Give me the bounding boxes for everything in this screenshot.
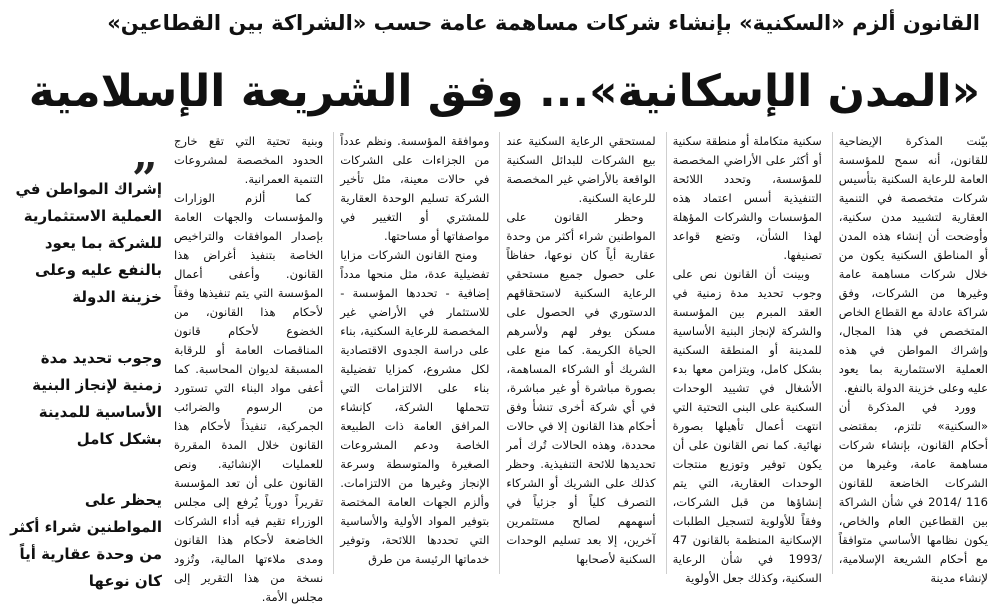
paragraph: وبنية تحتية التي تقع خارج الحدود المخصصة لمشروعات التنمية العمرانية.: [173, 134, 324, 186]
article-column-4: [333, 132, 489, 574]
paragraph: بيّنت المذكرة الإيضاحية للقانون، أنه سمح للمؤسسة العامة للرعاية السكنية بتأسيس شركات متخصصة في التنمية العقارية لتشييد مدن سكنية، وأوضحت أن إنشاء هذه المدن أو المناطق السكنية يكون من خلال شركات مساهمة عامة وغيرها من الشركات، وفق شراكة عادلة مع القطاع الخاص المتخصص في هذا المجال، وإشراك المواطن في هذه العملية الاستثمارية بما يعود عليه وعلى خزينة الدولة بالنفع.: [838, 134, 988, 395]
pull-quote: إشراك المواطن في العملية الاستثمارية للشركة بما يعود بالنفع عليه وعلى خزينة الدولة: [15, 180, 162, 306]
article-column-1: [832, 132, 988, 585]
main-headline: «المدن الإسكانية»... وفق الشريعة الإسلامية: [28, 66, 980, 117]
paragraph: سكنية متكاملة أو منطقة سكنية أو أكثر على الأراضي المخصصة للمؤسسة، وتحدد اللائحة التنفيذية أسس اعتماد هذه المؤسسات والشركات المؤهلة لهذا الشأن، وتضع قواعد تصنيفها.: [672, 134, 822, 262]
pull-quote-sidebar: [10, 129, 162, 590]
pull-quote: يحظر على المواطنين شراء أكثر من وحدة عقارية أياً كان نوعها: [10, 491, 162, 590]
paragraph: وورد في المذكرة أن «السكنية» تلتزم، بمقتضى أحكام القانون، بإنشاء شركات مساهمة عامة، وغيرها من الشركات الخاضعة للقانون 116 /2014 في شأن الشراكة بين القطاعين العام والخاص، يكون نظامها الأساسي متوافقاً مع أحكام الشريعة الإسلامية، لإنشاء مدينة: [838, 400, 988, 585]
pull-quote: وجوب تحديد مدة زمنية لإنجاز البنية الأساسية للمدينة بشكل كامل: [32, 349, 162, 448]
paragraph: لمستحقي الرعاية السكنية عند بيع الشركات للبدائل السكنية الواقعة بالأراضي غير المخصصة للرعاية السكنية.: [506, 134, 656, 205]
kicker-headline: القانون ألزم «السكنية» بإنشاء شركات مساهمة عامة حسب «الشراكة بين القطاعين»: [107, 11, 980, 35]
paragraph: وحظر القانون على المواطنين شراء أكثر من وحدة عقارية أياً كان نوعها، حفاظاً على حصول جميع مستحقي الرعاية السكنية لاستحقاقهم الدستوري في الحصول على مسكن يوفر لهم ولأسرهم الحياة الكريمة. كما منع على الشريك أو الشركاء المساهمة، بصورة مباشرة أو غير مباشرة، في أي شركة أخرى تنشأ وفق أحكام هذا القانون إلا في حالات محددة، وهذه الحالات تُرك أمر تحديدها للائحة التنفيذية. وحظر كذلك على الشريك أو الشركاء التصرف كلياً أو جزئياً في أسهمهم لصالح مستثمرين آخرين، إلا بعد تسليم الوحدات السكنية لأصحابها: [506, 210, 656, 566]
article-body: [168, 132, 988, 604]
article-column-5: [168, 132, 324, 604]
paragraph: وبينت أن القانون نص على وجوب تحديد مدة زمنية في العقد المبرم بين المؤسسة والشركة لإنجاز البنية الأساسية للمدينة أو المنطقة السكنية بشكل كامل، ويتزامن معها بدء الأشغال في تشييد الوحدات السكنية على البنى التحتية التي انتهت أعمال تأهيلها بصورة نهائية. كما نص القانون على أن يكون توفير وتوزيع منتجات الوحدات العقارية، التي يتم إنشاؤها من قبل الشركات، وفقاً للأولوية لتسجيل الطلبات الإسكانية المنظمة بالقانون 47 /1993 في شأن الرعاية السكنية، وكذلك جعل الأولوية: [672, 267, 822, 585]
article-column-2: [666, 132, 822, 585]
paragraph: كما ألزم الوزارات والمؤسسات والجهات العامة بإصدار الموافقات والتراخيص الخاصة بتنفيذ أغراض هذا القانون. وأعفى أعمال المؤسسة التي يتم تنفيذها وفقاً لأحكام هذا القانون، من الخضوع لأحكام قانون المناقصات العامة أو للرقابة المسبقة لديوان المحاسبة. كما أعفى مواد البناء التي تستورد من الرسوم والضرائب الجمركية، تنفيذاً لأحكام هذا القانون خلال المدة المقررة للعمليات الإنشائية. ونص القانون على أن تعد المؤسسة تقريراً دورياً يُرفع إلى مجلس الوزراء تقيم فيه أداء الشركات الخاضعة لأحكام هذا القانون ومدى ملاءتها المالية، وتُزود نسخة من هذا التقرير إلى مجلس الأمة.: [173, 191, 324, 604]
quotation-mark-icon: „: [132, 129, 158, 180]
article-column-3: [499, 132, 655, 574]
paragraph: وموافقة المؤسسة. ونظم عدداً من الجزاءات على الشركات في حالات معينة، مثل تأخير الشركة تسليم الوحدة العقارية للمشتري أو التغيير في مواصفاتها أو مساحتها.: [340, 134, 490, 243]
paragraph: ومنح القانون الشركات مزايا تفضيلية عدة، مثل منحها مدداً إضافية - تحددها المؤسسة - للاستثمار في الأراضي غير المخصصة للرعاية السكنية، بناء على دراسة الجدوى الاقتصادية لكل مشروع، كمزايا تفضيلية بناء على الالتزامات التي تتحملها الشركة، كإنشاء المرافق العامة ذات الطبيعة الخاصة ودعم المشروعات الصغيرة والمتوسطة وسرعة الإنجاز وغيرها من الالتزامات. وألزم الجهات العامة المختصة بتوفير المواد الأولية والأساسية التي تحددها اللائحة، وتوفير خدماتها الرئيسة من طرق: [340, 248, 490, 566]
